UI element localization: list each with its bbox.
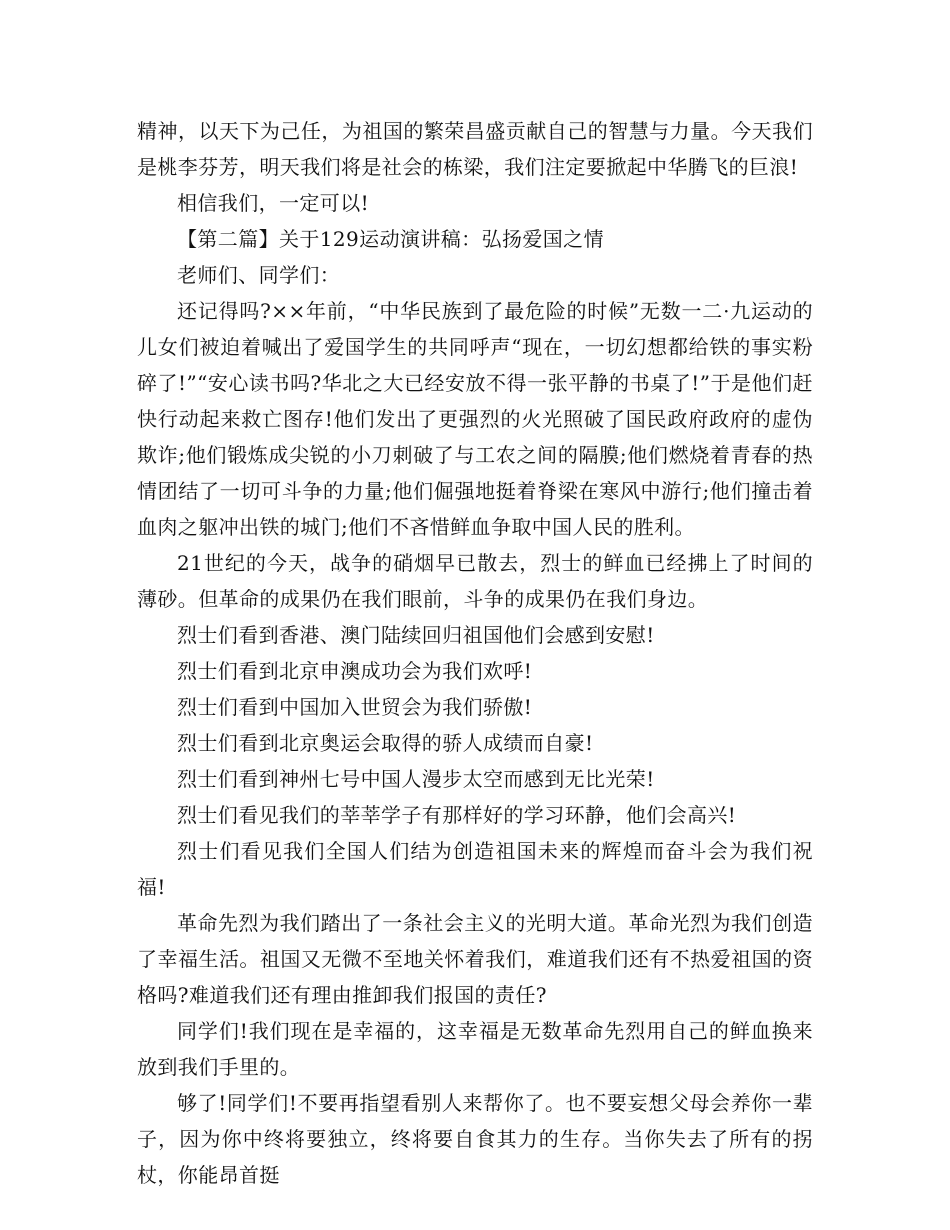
paragraph-7: 烈士们看到香港、澳门陆续回归祖国他们会感到安慰! [177,623,655,647]
paragraph-5: 还记得吗?××年前，“中华民族到了最危险的时候”无数一二·九运动的儿女们被迫着喊出了爱国学生的共同呼声“现在，一切幻想都给铁的事实粉碎了!”“安心读书吗?华北之大已经安放不得一张平静的书桌了!”于是他们赶快行动起来救亡图存!他们发出了更强烈的火光照破了国民政府政府的虚伪欺诈;他们锻炼成尖锐的小刀刺破了与工农之间的隔膜;他们燃烧着青春的热情团结了一切可斗争的力量;他们倔强地挺着脊梁在寒风中游行;他们撞击着血肉之躯冲出铁的城门;他们不吝惜鲜血争取中国人民的胜利。 [137,299,813,539]
paragraph-2: 相信我们，一定可以! [177,191,370,215]
paragraph-12: 烈士们看见我们的莘莘学子有那样好的学习环静，他们会高兴! [177,803,737,827]
paragraph-14: 革命先烈为我们踏出了一条社会主义的光明大道。革命光烈为我们创造了幸福生活。祖国又无微不至地关怀着我们，难道我们还有不热爱祖国的资格吗?难道我们还有理由推卸我们报国的责任? [137,911,813,1007]
paragraph-11: 烈士们看到神州七号中国人漫步太空而感到无比光荣! [177,767,655,791]
salutation: 老师们、同学们： [177,263,341,287]
paragraph-15: 同学们!我们现在是幸福的，这幸福是无数革命先烈用自己的鲜血换来放到我们手里的。 [137,1019,813,1079]
paragraph-10: 烈士们看到北京奥运会取得的骄人成绩而自豪! [177,731,594,755]
section-heading: 【第二篇】关于129运动演讲稿：弘扬爱国之情 [177,227,604,251]
paragraph-16: 够了!同学们!不要再指望看别人来帮你了。也不要妄想父母会养你一辈子，因为你中终将要独立，终将要自食其力的生存。当你失去了所有的拐杖，你能昂首挺 [137,1091,813,1187]
paragraph-8: 烈士们看到北京申澳成功会为我们欢呼! [177,659,533,683]
paragraph-6: 21世纪的今天，战争的硝烟早已散去，烈士的鲜血已经拂上了时间的薄砂。但革命的成果仍在我们眼前，斗争的成果仍在我们身边。 [137,551,813,611]
document-body [137,113,813,1193]
paragraph-1: 精神，以天下为己任，为祖国的繁荣昌盛贡献自己的智慧与力量。今天我们是桃李芬芳，明天我们将是社会的栋梁，我们注定要掀起中华腾飞的巨浪! [137,119,813,179]
paragraph-13: 烈士们看见我们全国人们结为创造祖国未来的辉煌而奋斗会为我们祝福! [137,839,813,899]
paragraph-9: 烈士们看到中国加入世贸会为我们骄傲! [177,695,533,719]
